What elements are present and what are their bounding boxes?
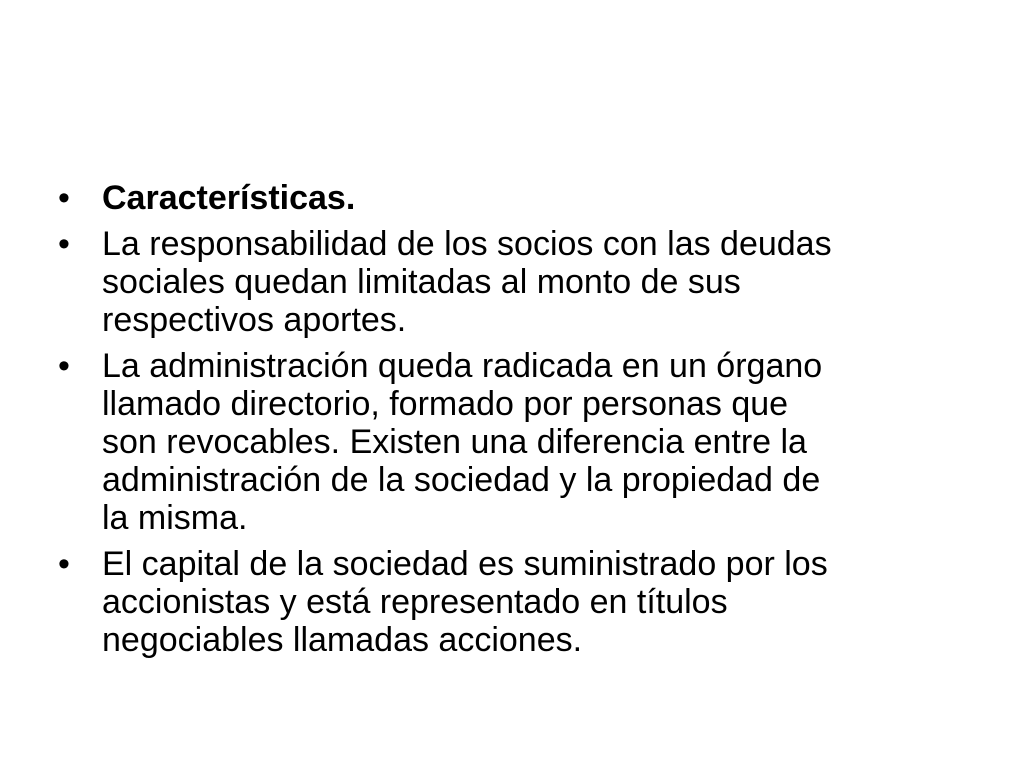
bullet-marker: • [58, 225, 70, 263]
bullet-text: El capital de la sociedad es suministrado por los accionistas y está representado en títulos negociables llamadas acciones. [102, 545, 828, 659]
bullet-marker: • [58, 545, 70, 583]
bullet-item-responsabilidad [58, 225, 978, 339]
bullet-item-administracion [58, 347, 978, 537]
bullet-text: La administración queda radicada en un órgano llamado directorio, formado por personas que son revocables. Existen una diferencia entre la administración de la sociedad y la propiedad de la misma. [102, 347, 823, 537]
bullet-marker: • [58, 179, 70, 217]
bullet-marker: • [58, 347, 70, 385]
bullet-heading: Características. [102, 179, 356, 217]
bullet-text: La responsabilidad de los socios con las deudas sociales quedan limitadas al monto de sus respectivos aportes. [102, 225, 832, 339]
bullet-list [58, 179, 978, 667]
bullet-item-capital [58, 545, 978, 659]
bullet-item-caracteristicas [58, 179, 978, 217]
